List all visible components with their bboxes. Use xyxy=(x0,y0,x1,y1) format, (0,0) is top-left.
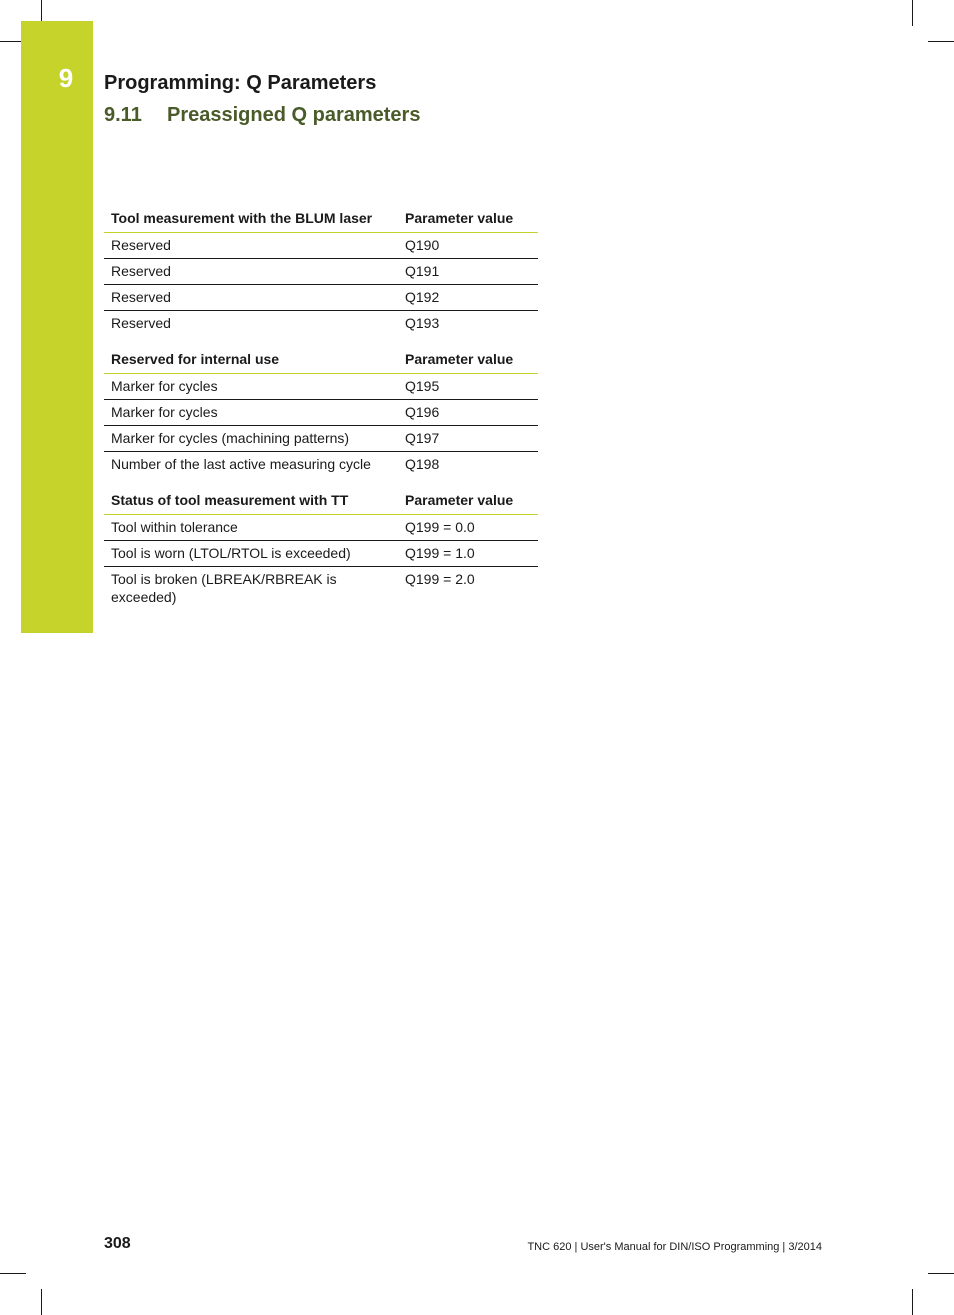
table-cell: Q192 xyxy=(398,285,538,311)
table-row xyxy=(104,311,538,337)
section-heading xyxy=(104,104,420,127)
crop-mark xyxy=(928,1273,954,1274)
table-row xyxy=(104,233,538,259)
table-header-row xyxy=(104,488,538,515)
parameter-table xyxy=(104,206,538,336)
crop-mark xyxy=(0,1273,26,1274)
table-header-row xyxy=(104,206,538,233)
table-header-row xyxy=(104,347,538,374)
table-cell: Q193 xyxy=(405,315,440,331)
table-cell: Q197 xyxy=(398,426,538,452)
table-cell: Q195 xyxy=(398,374,538,400)
page-number: 308 xyxy=(104,1235,131,1252)
table-header-cell: Parameter value xyxy=(398,206,538,233)
table-row xyxy=(104,285,538,311)
footer-text: TNC 620 | User's Manual for DIN/ISO Programming | 3/2014 xyxy=(527,1241,822,1253)
table-cell: Marker for cycles (machining patterns) xyxy=(104,426,398,452)
table-header-cell: Parameter value xyxy=(398,488,538,515)
table-row xyxy=(104,374,538,400)
table-row xyxy=(104,426,538,452)
table-cell: Tool is broken (LBREAK/RBREAK is exceeded) xyxy=(111,571,337,605)
table-cell: Marker for cycles xyxy=(104,400,398,426)
parameter-table xyxy=(104,347,538,477)
table-row xyxy=(104,567,538,611)
table-cell: Q196 xyxy=(398,400,538,426)
table-row xyxy=(104,400,538,426)
table-header-cell: Parameter value xyxy=(398,347,538,374)
table-cell: Q199 = 2.0 xyxy=(405,571,475,587)
crop-mark xyxy=(912,0,913,26)
table-cell: Q198 xyxy=(405,456,440,472)
crop-mark xyxy=(41,1289,42,1315)
section-title: Preassigned Q parameters xyxy=(167,104,421,126)
table-header-cell: Status of tool measurement with TT xyxy=(104,488,398,515)
table-cell: Reserved xyxy=(111,315,171,331)
chapter-title: Programming: Q Parameters xyxy=(104,72,377,94)
chapter-tab xyxy=(21,21,93,633)
table-row xyxy=(104,541,538,567)
table-row xyxy=(104,452,538,478)
crop-mark xyxy=(928,41,954,42)
table-cell: Q199 = 1.0 xyxy=(398,541,538,567)
table-cell: Q190 xyxy=(398,233,538,259)
section-number: 9.11 xyxy=(104,104,142,126)
table-cell: Tool is worn (LTOL/RTOL is exceeded) xyxy=(104,541,398,567)
parameter-tables xyxy=(104,206,538,610)
table-cell: Reserved xyxy=(104,285,398,311)
table-header-cell: Reserved for internal use xyxy=(104,347,398,374)
table-cell: Tool within tolerance xyxy=(104,515,398,541)
table-cell: Reserved xyxy=(104,233,398,259)
table-header-cell: Tool measurement with the BLUM laser xyxy=(104,206,398,233)
table-cell: Reserved xyxy=(104,259,398,285)
parameter-table xyxy=(104,488,538,610)
chapter-number: 9 xyxy=(58,63,74,93)
table-cell: Q191 xyxy=(398,259,538,285)
table-cell: Q199 = 0.0 xyxy=(398,515,538,541)
crop-mark xyxy=(912,1289,913,1315)
table-cell: Number of the last active measuring cycle xyxy=(111,456,371,472)
table-row xyxy=(104,515,538,541)
table-row xyxy=(104,259,538,285)
table-cell: Marker for cycles xyxy=(104,374,398,400)
